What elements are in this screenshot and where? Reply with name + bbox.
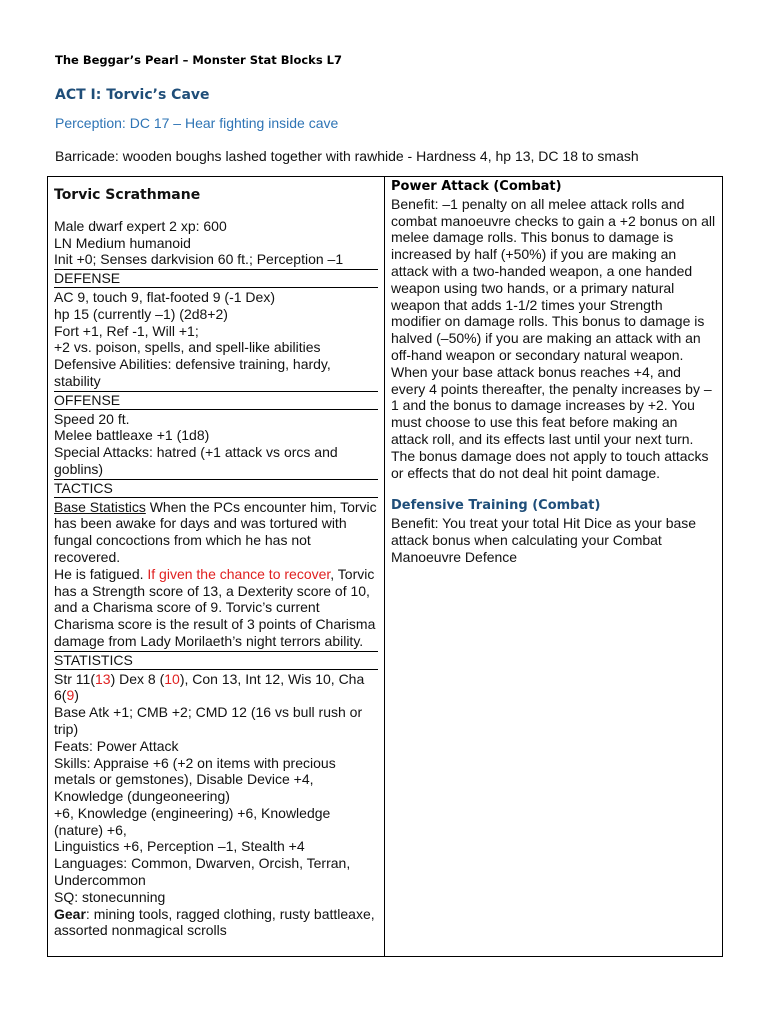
gear-label: Gear xyxy=(54,905,86,922)
speed: Speed 20 ft. xyxy=(54,410,130,427)
offense-header: OFFENSE xyxy=(54,391,378,410)
saving-throws: Fort +1, Ref -1, Will +1; xyxy=(54,322,199,339)
melee-attack: Melee battleaxe +1 (1d8) xyxy=(54,427,210,444)
barricade-note: Barricade: wooden boughs lashed together with rawhide - Hardness 4, hp 13, DC 18 to smash xyxy=(55,148,639,164)
power-attack-title: Power Attack (Combat) xyxy=(391,179,562,194)
perception-note: Perception: DC 17 – Hear fighting inside cave xyxy=(55,115,339,131)
gear-text: : mining tools, ragged clothing, rusty battleaxe, assorted nonmagical scrolls xyxy=(54,905,375,939)
fatigued-text: He is fatigued. xyxy=(54,565,148,582)
defensive-abilities: Defensive Abilities: defensive training, hardy, stability xyxy=(54,356,331,389)
document-title: The Beggar’s Pearl – Monster Stat Blocks L7 xyxy=(55,53,342,67)
defensive-training-title: Defensive Training (Combat) xyxy=(391,498,601,514)
base-statistics-paragraph xyxy=(54,499,378,566)
fatigue-paragraph xyxy=(54,566,378,650)
power-attack-description: Benefit: –1 penalty on all melee attack rolls and combat manoeuvre checks to gain a +2 bonus on all melee damage rolls. This bonus to damage is increased by half (+50%) if you are making an attack with a two-handed weapon, a one handed weapon using two hands, or a primary natural weapon that adds 1-1/2 times your Strength modifier on damage rolls. This bonus to damage is halved (–50%) if you are making an attack with an off-hand weapon or secondary natural weapon. When your base attack bonus reaches +4, and every 4 points thereafter, the penalty increases by –1 and the bonus to damage increases by +2. You must choose to use this feat before making an attack roll, and its effects last until your next turn. The bonus damage does not apply to touch attacks or effects that do not deal hit point damage. xyxy=(391,195,716,481)
gear xyxy=(54,906,378,940)
tactics-header: TACTICS xyxy=(54,479,378,498)
act-heading: ACT I: Torvic’s Cave xyxy=(55,87,210,103)
skills-part-2: +6, Knowledge (engineering) +6, Knowledge (nature) +6, xyxy=(54,804,331,838)
cha-recovered: 9 xyxy=(66,687,75,704)
feats-cell xyxy=(385,177,723,957)
ability-text: Str 11( xyxy=(54,670,95,687)
monster-alignment-size: LN Medium humanoid xyxy=(54,234,191,251)
monster-type-line: Male dwarf expert 2 xp: 600 xyxy=(54,217,227,234)
base-statistics-text: When the PCs encounter him, Torvic has been awake for days and was tortured with fungal concoctions from which he has not recovered. xyxy=(54,498,377,565)
save-bonus: +2 vs. poison, spells, and spell-like abilities xyxy=(54,339,321,356)
statistics-header: STATISTICS xyxy=(54,651,378,670)
ability-scores xyxy=(54,671,378,705)
defensive-training-description: Benefit: You treat your total Hit Dice as your base attack bonus when calculating your Combat Manoeuvre Defence xyxy=(391,515,697,565)
ability-text: ) Dex 8 ( xyxy=(110,670,165,687)
base-statistics-label: Base Statistics xyxy=(54,498,146,515)
special-qualities: SQ: stonecunning xyxy=(54,888,166,905)
recover-condition: If given the chance to recover xyxy=(147,565,331,582)
skills-part-3: Linguistics +6, Perception –1, Stealth +4 xyxy=(54,838,305,855)
stat-block-cell xyxy=(48,177,385,957)
str-recovered: 13 xyxy=(94,670,111,687)
init-senses-line: Init +0; Senses darkvision 60 ft.; Perception –1 xyxy=(54,251,344,268)
hit-points: hp 15 (currently –1) (2d8+2) xyxy=(54,305,228,322)
recover-details: , Torvic has a Strength score of 13, a Dexterity score of 10, and a Charisma score of 9. Torvic’s current Charisma score is the result of 3 points of Charisma damage from Lady Morilaeth’s night terrors ability. xyxy=(54,565,376,649)
languages: Languages: Common, Dwarven, Orcish, Terran, Undercommon xyxy=(54,855,351,889)
special-attacks: Special Attacks: hatred (+1 attack vs orcs and goblins) xyxy=(54,444,338,477)
ability-text: ) xyxy=(74,687,79,704)
base-attack: Base Atk +1; CMB +2; CMD 12 (16 vs bull rush or trip) xyxy=(54,704,363,737)
feats: Feats: Power Attack xyxy=(54,737,179,754)
armor-class: AC 9, touch 9, flat-footed 9 (-1 Dex) xyxy=(54,288,275,305)
skills-part-1: Skills: Appraise +6 (+2 on items with precious metals or gemstones), Disable Device +4, Knowledge (dungeoneering) xyxy=(54,754,336,805)
ability-text: ), Con 13, Int 12, Wis 10, Cha 6( xyxy=(54,670,365,704)
dex-recovered: 10 xyxy=(164,670,180,687)
monster-name: Torvic Scrathmane xyxy=(54,187,201,203)
defense-header: DEFENSE xyxy=(54,269,378,288)
stat-block-table xyxy=(47,176,723,957)
